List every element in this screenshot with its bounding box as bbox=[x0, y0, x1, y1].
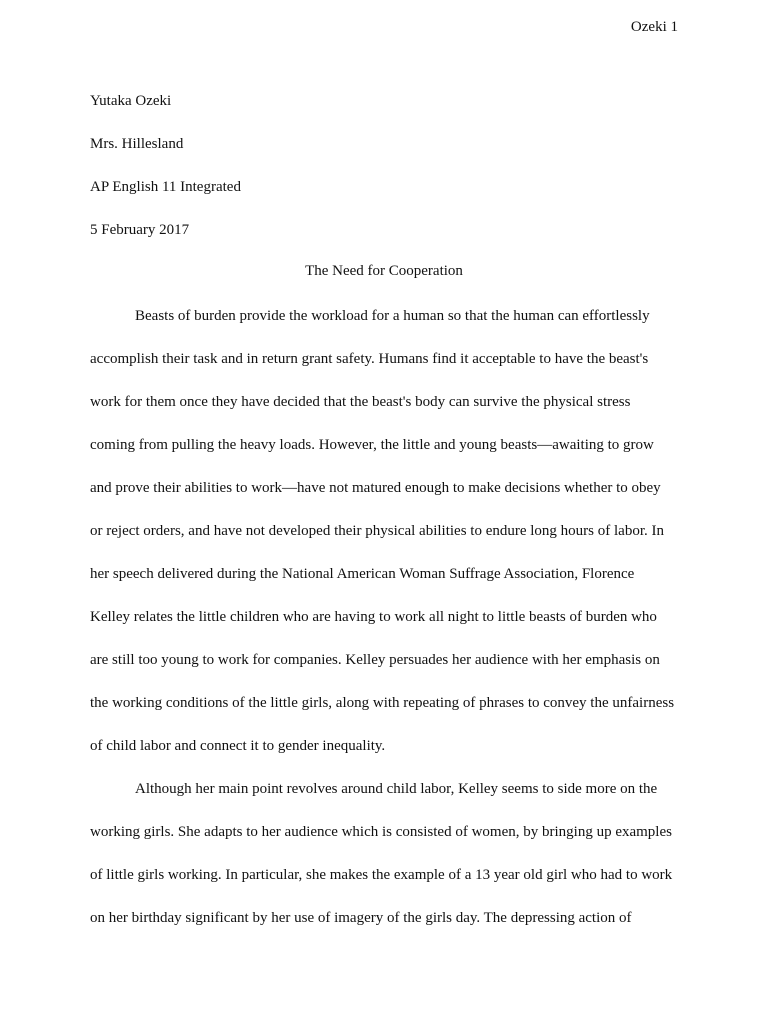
text-line: coming from pulling the heavy loads. However, the little and young beasts—awaiting to grow bbox=[90, 437, 654, 453]
text-line: of little girls working. In particular, she makes the example of a 13 year old girl who had to work bbox=[90, 867, 673, 883]
text-line: Kelley relates the little children who are having to work all night to little beasts of burden who bbox=[90, 609, 657, 625]
course-name: AP English 11 Integrated bbox=[90, 179, 241, 195]
document-date: 5 February 2017 bbox=[90, 222, 190, 238]
text-line: are still too young to work for companies. Kelley persuades her audience with her emphasis on bbox=[90, 652, 660, 668]
text-line: or reject orders, and have not developed their physical abilities to endure long hours of labor. In bbox=[90, 523, 664, 539]
paragraph bbox=[90, 779, 690, 951]
running-head: Ozeki 1 bbox=[630, 19, 678, 35]
text-line: on her birthday significant by her use of imagery of the girls day. The depressing action of bbox=[90, 910, 632, 926]
text-line: and prove their abilities to work—have not matured enough to make decisions whether to obey bbox=[90, 480, 661, 496]
text-line: Beasts of burden provide the workload for a human so that the human can effortlessly bbox=[135, 308, 650, 324]
text-line: of child labor and connect it to gender inequality. bbox=[90, 738, 386, 754]
text-line: work for them once they have decided that the beast's body can survive the physical stress bbox=[90, 394, 631, 410]
paragraph bbox=[90, 306, 690, 779]
text-line: accomplish their task and in return grant safety. Humans find it acceptable to have the beast's bbox=[90, 351, 649, 367]
instructor-name: Mrs. Hillesland bbox=[90, 136, 184, 152]
essay-title: The Need for Cooperation bbox=[305, 263, 463, 279]
mla-heading bbox=[90, 91, 241, 263]
text-line: working girls. She adapts to her audience which is consisted of women, by bringing up examples bbox=[90, 824, 672, 840]
text-line: the working conditions of the little girls, along with repeating of phrases to convey the unfairness bbox=[90, 695, 675, 711]
author-name: Yutaka Ozeki bbox=[90, 93, 172, 109]
text-line: Although her main point revolves around child labor, Kelley seems to side more on the bbox=[135, 781, 658, 797]
text-line: her speech delivered during the National American Woman Suffrage Association, Florence bbox=[90, 566, 635, 582]
essay-body bbox=[90, 306, 690, 951]
